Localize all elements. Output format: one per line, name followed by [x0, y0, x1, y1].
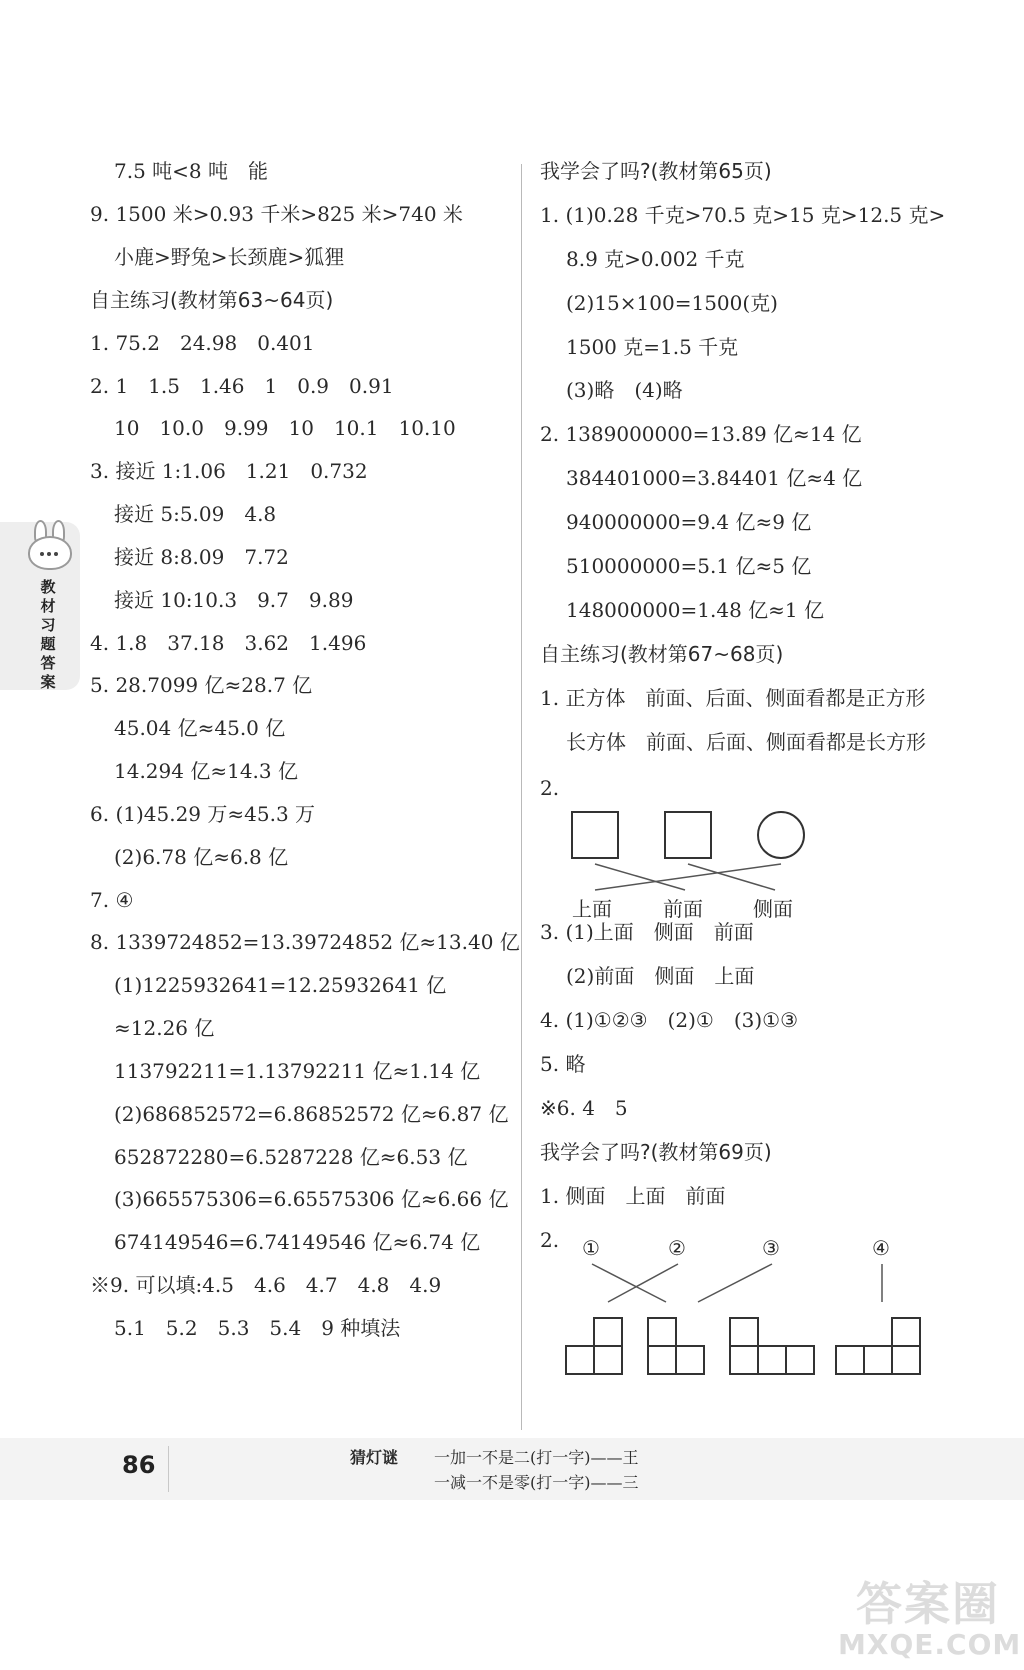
answer-line: 1500 克=1.5 千克 [566, 335, 739, 359]
circled-number: ① [582, 1236, 600, 1260]
block-view-3 [730, 1318, 814, 1374]
answer-line: 接近 10:10.3 9.7 9.89 [114, 588, 354, 612]
match-line [698, 1264, 772, 1302]
answer-line: 1. 侧面 上面 前面 [540, 1184, 726, 1208]
answer-line: 小鹿>野兔>长颈鹿>狐狸 [114, 245, 345, 269]
blocks-matching-figure [560, 1230, 940, 1410]
bunny-eye-icon [47, 552, 51, 556]
view-label: 上面 [572, 897, 612, 921]
square-shape [572, 812, 618, 858]
answer-line: (2)前面 侧面 上面 [566, 964, 755, 988]
block-view-1 [566, 1318, 622, 1374]
answer-line: 3. 接近 1:1.06 1.21 0.732 [90, 459, 368, 483]
answer-line: 7. ④ [90, 888, 134, 912]
answer-line: ※9. 可以填:4.5 4.6 4.7 4.8 4.9 [90, 1273, 442, 1297]
match-line [608, 1264, 678, 1302]
watermark-url: MXQE.COM [838, 1628, 1022, 1661]
answer-line: (1)1225932641=12.25932641 亿 [114, 973, 447, 997]
answer-line: (2)686852572=6.86852572 亿≈6.87 亿 [114, 1102, 509, 1126]
answer-line: 7.5 吨<8 吨 能 [114, 159, 269, 183]
answer-line: 148000000=1.48 亿≈1 亿 [566, 598, 825, 622]
answer-line: (2)6.78 亿≈6.8 亿 [114, 845, 289, 869]
answer-line: (2)15×100=1500(克) [566, 291, 778, 315]
riddle-title: 猜灯谜 [350, 1448, 399, 1467]
answer-line: 113792211=1.13792211 亿≈1.14 亿 [114, 1059, 481, 1083]
circle-shape [758, 812, 804, 858]
match-line [688, 864, 775, 890]
answer-line: 940000000=9.4 亿≈9 亿 [566, 510, 812, 534]
answer-line: 10 10.0 9.99 10 10.1 10.10 [114, 416, 456, 440]
answer-line: 9. 1500 米>0.93 千米>825 米>740 米 [90, 202, 463, 226]
answer-line: (3)665575306=6.65575306 亿≈6.66 亿 [114, 1187, 509, 1211]
answer-line: 5. 28.7099 亿≈28.7 亿 [90, 673, 313, 697]
answer-line: 2. [540, 1228, 560, 1252]
match-line [595, 864, 685, 890]
answer-line: 接近 5:5.09 4.8 [114, 502, 277, 526]
riddle-line: 一减一不是零(打一字)——三 [434, 1473, 639, 1492]
answer-line: 2. 1 1.5 1.46 1 0.9 0.91 [90, 374, 394, 398]
block-view-2 [648, 1318, 704, 1374]
section-heading: 我学会了吗?(教材第65页) [540, 159, 772, 183]
answer-line: 45.04 亿≈45.0 亿 [114, 716, 286, 740]
answer-line: 1. 正方体 前面、后面、侧面看都是正方形 [540, 686, 926, 710]
answer-line: 长方体 前面、后面、侧面看都是长方形 [566, 730, 926, 754]
answer-line: 14.294 亿≈14.3 亿 [114, 759, 298, 783]
section-heading: 自主练习(教材第67~68页) [540, 642, 784, 666]
side-tab-label: 教材习题答案 [40, 578, 56, 691]
riddle-line: 一加一不是二(打一字)——王 [434, 1448, 639, 1467]
answer-line: 8. 1339724852=13.39724852 亿≈13.40 亿 [90, 930, 520, 954]
answer-line: ※6. 4 5 [540, 1096, 628, 1120]
answer-line: 2. [540, 776, 560, 800]
view-label: 侧面 [753, 897, 793, 921]
watermark-logo [838, 1577, 1022, 1664]
bunny-eye-icon [40, 552, 44, 556]
match-line [595, 864, 781, 890]
page-number: 86 [122, 1451, 156, 1479]
views-matching-figure [560, 800, 820, 924]
answer-line: 6. (1)45.29 万≈45.3 万 [90, 802, 316, 826]
answer-line: 5.1 5.2 5.3 5.4 9 种填法 [114, 1316, 401, 1340]
circled-number: ④ [872, 1236, 890, 1260]
footer-divider [168, 1446, 169, 1492]
answer-line: 674149546=6.74149546 亿≈6.74 亿 [114, 1230, 481, 1254]
column-divider [521, 164, 522, 1430]
bunny-eye-icon [54, 552, 58, 556]
answer-line: ≈12.26 亿 [114, 1016, 215, 1040]
section-heading: 自主练习(教材第63~64页) [90, 288, 334, 312]
answer-line: 1. (1)0.28 千克>70.5 克>15 克>12.5 克> [540, 203, 946, 227]
block-view-4 [836, 1318, 920, 1374]
square-shape [665, 812, 711, 858]
watermark-text: 答案圈 [856, 1577, 1000, 1631]
view-label: 前面 [663, 897, 703, 921]
answer-line: 2. 1389000000=13.89 亿≈14 亿 [540, 422, 862, 446]
circled-number: ③ [762, 1236, 780, 1260]
section-heading: 我学会了吗?(教材第69页) [540, 1140, 772, 1164]
answer-line: 3. (1)上面 侧面 前面 [540, 920, 754, 944]
answer-line: 接近 8:8.09 7.72 [114, 545, 289, 569]
answer-line: 1. 75.2 24.98 0.401 [90, 331, 315, 355]
answer-line: 510000000=5.1 亿≈5 亿 [566, 554, 812, 578]
answer-line: 4. (1)①②③ (2)① (3)①③ [540, 1008, 799, 1032]
answer-line: 5. 略 [540, 1052, 586, 1076]
circled-number: ② [668, 1236, 686, 1260]
answer-line: 384401000=3.84401 亿≈4 亿 [566, 466, 863, 490]
answer-line: 4. 1.8 37.18 3.62 1.496 [90, 631, 367, 655]
answer-line: 8.9 克>0.002 千克 [566, 247, 745, 271]
answer-line: 652872280=6.5287228 亿≈6.53 亿 [114, 1145, 468, 1169]
match-line [592, 1264, 666, 1302]
answer-line: (3)略 (4)略 [566, 378, 683, 402]
